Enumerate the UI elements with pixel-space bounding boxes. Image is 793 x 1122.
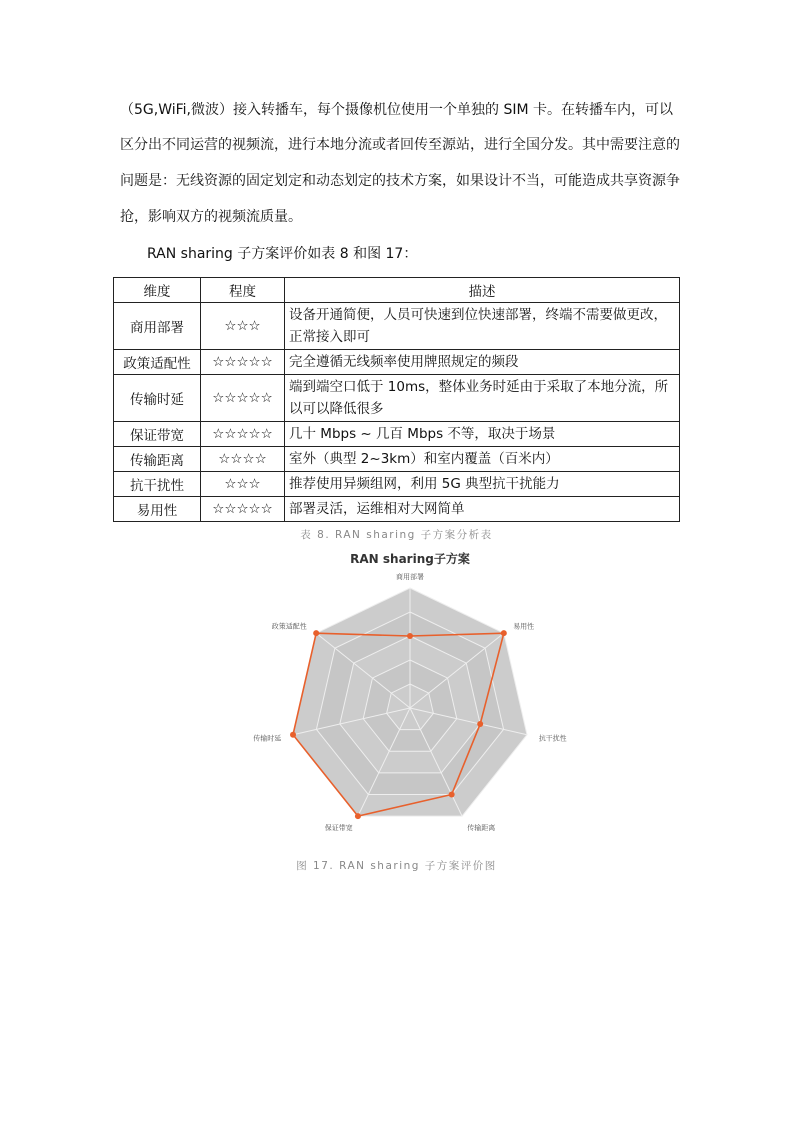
radar-axis-label: 保证带宽 [324, 823, 353, 832]
radar-chart [240, 570, 580, 850]
radar-data-point [313, 630, 319, 636]
radar-axis-label: 易用性 [513, 622, 535, 631]
cell-dimension: 政策适配性 [114, 350, 201, 375]
cell-rating: ☆☆☆☆☆ [201, 350, 285, 375]
evaluation-table [113, 277, 680, 522]
cell-dimension: 传输时延 [114, 375, 201, 422]
cell-description: 设备开通简便，人员可快速到位快速部署，终端不需要做更改，正常接入即可 [285, 303, 680, 350]
radar-axis-label: 传输距离 [467, 823, 496, 832]
paragraph-line: 问题是：无线资源的固定划定和动态划定的技术方案，如果设计不当，可能造成共享资源争 [120, 173, 680, 189]
radar-data-point [449, 791, 455, 797]
cell-description: 几十 Mbps ~ 几百 Mbps 不等，取决于场景 [285, 422, 680, 447]
cell-rating: ☆☆☆☆☆ [201, 497, 285, 522]
cell-rating: ☆☆☆ [201, 472, 285, 497]
intro-text: RAN sharing 子方案评价如表 8 和图 17： [147, 246, 418, 262]
table-row [114, 497, 680, 522]
cell-dimension: 抗干扰性 [114, 472, 201, 497]
cell-dimension: 易用性 [114, 497, 201, 522]
figure-caption: 图 17. RAN sharing 子方案评价图 [296, 860, 497, 872]
radar-data-point [355, 813, 361, 819]
table-caption: 表 8. RAN sharing 子方案分析表 [300, 529, 493, 541]
radar-axis-label: 传输时延 [253, 734, 282, 743]
cell-dimension: 商用部署 [114, 303, 201, 350]
table-row [114, 447, 680, 472]
radar-data-point [407, 633, 413, 639]
header-dimension: 维度 [114, 278, 201, 303]
radar-data-point [477, 721, 483, 727]
paragraph-line: （5G,WiFi,微波）接入转播车，每个摄像机位使用一个单独的 SIM 卡。在转播车内，可以 [120, 102, 673, 118]
radar-axis-label: 商用部署 [396, 573, 424, 581]
cell-rating: ☆☆☆☆ [201, 447, 285, 472]
cell-description: 室外（典型 2~3km）和室内覆盖（百米内） [285, 447, 680, 472]
cell-rating: ☆☆☆ [201, 303, 285, 350]
table-row [114, 375, 680, 422]
header-rating: 程度 [201, 278, 285, 303]
table-row [114, 303, 680, 350]
radar-axis-label: 政策适配性 [271, 622, 307, 631]
table-row [114, 472, 680, 497]
header-description: 描述 [285, 278, 680, 303]
cell-description: 推荐使用异频组网，利用 5G 典型抗干扰能力 [285, 472, 680, 497]
paragraph-line: 抢，影响双方的视频流质量。 [120, 209, 302, 225]
radar-data-point [501, 630, 507, 636]
cell-description: 部署灵活，运维相对大网简单 [285, 497, 680, 522]
cell-dimension: 保证带宽 [114, 422, 201, 447]
paragraph-line: 区分出不同运营的视频流，进行本地分流或者回传至源站，进行全国分发。其中需要注意的 [120, 137, 680, 153]
cell-description: 端到端空口低于 10ms，整体业务时延由于采取了本地分流，所以可以降低很多 [285, 375, 680, 422]
table-row [114, 350, 680, 375]
cell-rating: ☆☆☆☆☆ [201, 375, 285, 422]
table-header-row [114, 278, 680, 303]
cell-rating: ☆☆☆☆☆ [201, 422, 285, 447]
chart-title: RAN sharing子方案 [350, 552, 470, 566]
cell-dimension: 传输距离 [114, 447, 201, 472]
table-row [114, 422, 680, 447]
cell-description: 完全遵循无线频率使用牌照规定的频段 [285, 350, 680, 375]
radar-axis-label: 抗干扰性 [538, 734, 567, 743]
radar-data-point [290, 732, 296, 738]
